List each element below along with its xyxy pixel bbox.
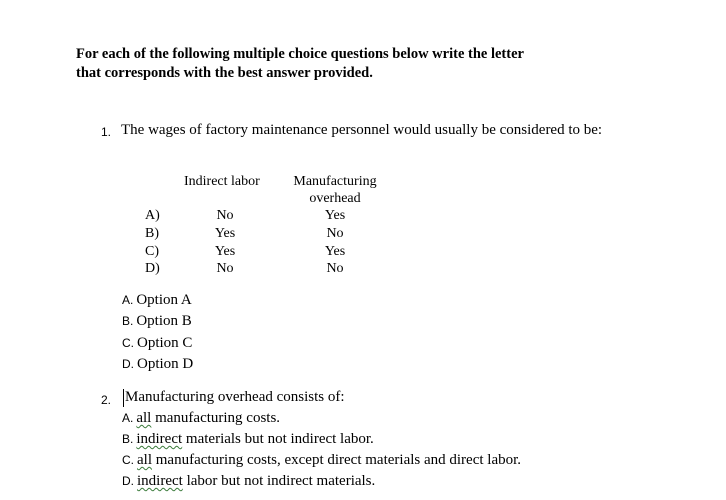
table-row-label: D) — [145, 261, 160, 276]
option-letter: C. — [122, 453, 134, 467]
option-text: Option A — [136, 292, 192, 308]
q1-option-b[interactable] — [122, 313, 192, 330]
option-text: Option B — [136, 313, 192, 329]
option-letter: B. — [122, 314, 134, 328]
table-cell-overhead: No — [326, 226, 344, 241]
option-letter: A. — [122, 293, 134, 307]
option-text: manufacturing costs. — [151, 410, 281, 426]
option-text: Option D — [137, 356, 194, 372]
table-row-label: A) — [145, 208, 160, 223]
table-row-label: B) — [145, 226, 159, 241]
q2-option-d[interactable] — [122, 473, 375, 490]
option-text: materials but not indirect labor. — [182, 431, 374, 447]
option-text-flagged-word: indirect — [137, 473, 183, 489]
option-letter: B. — [122, 432, 134, 446]
instructions-line-2: that corresponds with the best answer provided. — [76, 65, 373, 81]
q2-option-a[interactable] — [122, 410, 280, 427]
question-2-text: Manufacturing overhead consists of: — [125, 389, 345, 405]
option-text: Option C — [137, 335, 193, 351]
table-header-overhead: overhead — [309, 191, 361, 206]
q1-option-a[interactable] — [122, 292, 192, 309]
option-letter: C. — [122, 336, 134, 350]
table-cell-overhead: Yes — [324, 244, 346, 259]
q1-option-d[interactable] — [122, 356, 193, 373]
table-header-indirect-labor: Indirect labor — [184, 174, 260, 189]
option-text-flagged-word: all — [137, 452, 152, 468]
text-cursor — [123, 389, 124, 407]
option-letter: D. — [122, 357, 134, 371]
q2-option-b[interactable] — [122, 431, 374, 448]
option-letter: D. — [122, 474, 134, 488]
q1-option-c[interactable] — [122, 335, 192, 352]
table-cell-indirect: No — [216, 208, 234, 223]
instructions-line-1: For each of the following multiple choice questions below write the letter — [76, 46, 524, 62]
table-cell-overhead: Yes — [324, 208, 346, 223]
option-text: manufacturing costs, except direct materials and direct labor. — [152, 452, 522, 468]
table-cell-indirect: No — [216, 261, 234, 276]
table-cell-indirect: Yes — [214, 226, 236, 241]
option-text: labor but not indirect materials. — [182, 473, 376, 489]
table-cell-indirect: Yes — [214, 244, 236, 259]
table-cell-overhead: No — [326, 261, 344, 276]
question-2-number: 2. — [101, 393, 112, 407]
question-1-number: 1. — [101, 125, 112, 139]
q2-option-c[interactable] — [122, 452, 521, 469]
question-1-text: The wages of factory maintenance personnel would usually be considered to be: — [121, 122, 603, 138]
table-row-label: C) — [145, 244, 159, 259]
table-header-manufacturing: Manufacturing — [293, 174, 377, 189]
option-text-flagged-word: indirect — [136, 431, 183, 447]
option-letter: A. — [122, 411, 134, 425]
option-text-flagged-word: all — [136, 410, 152, 426]
